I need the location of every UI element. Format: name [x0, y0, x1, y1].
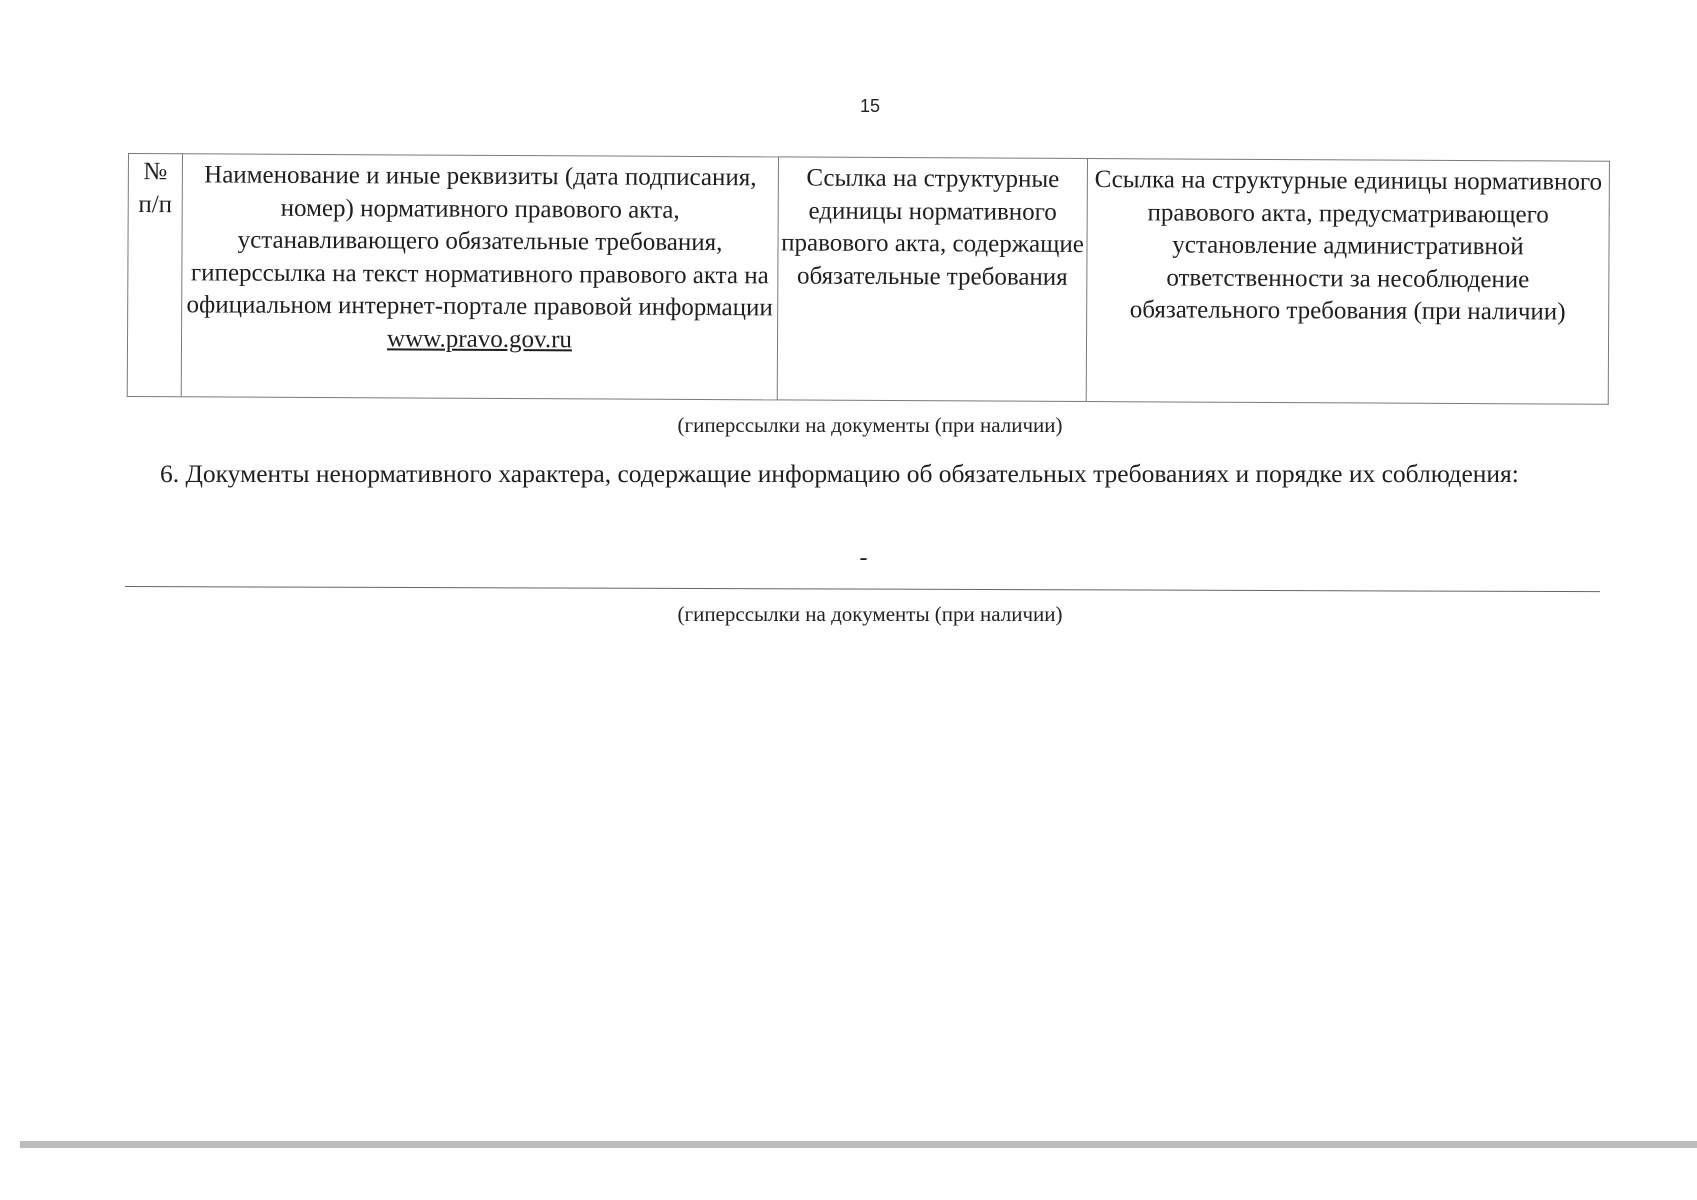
- section-6-paragraph: 6. Документы ненормативного характера, содержащие информацию об обязательных требованиях и порядке их соблюдения:: [160, 459, 1519, 488]
- pravo-gov-link[interactable]: www.pravo.gov.ru: [386, 324, 573, 353]
- table-caption: (гиперссылки на документы (при наличии): [677, 413, 1063, 437]
- page-number: 15: [859, 96, 881, 116]
- header-structural-units-cell: [777, 157, 1087, 402]
- table-header-row: [127, 154, 1609, 405]
- header-admin-liability-text: Ссылка на структурные единицы нормативного правового акта, предусматривающего установление административной ответственности за несоблюдение обязательного требования (при наличии): [1094, 166, 1603, 326]
- scan-bottom-edge: [20, 1141, 1697, 1148]
- section-6-caption: (гиперссылки на документы (при наличии): [677, 602, 1063, 626]
- header-admin-liability-cell: [1086, 159, 1609, 405]
- header-number-cell: [127, 154, 182, 397]
- header-number-sign: №: [143, 158, 168, 186]
- header-act-details-text: Наименование и иные реквизиты (дата подписания, номер) нормативного правового акта, устанавливающего обязательные требования, гиперссылка на текст нормативного правового акта на официальном интернет-портале правовой информации: [186, 161, 773, 322]
- requirements-table: [127, 153, 1610, 405]
- header-act-details-cell: [181, 154, 778, 400]
- section-6-underline: [125, 586, 1600, 592]
- header-number-abbr: п/п: [138, 190, 173, 218]
- header-structural-units-text: Ссылка на структурные единицы нормативного правового акта, содержащие обязательные требования: [781, 164, 1084, 291]
- section-6-value: -: [859, 545, 868, 571]
